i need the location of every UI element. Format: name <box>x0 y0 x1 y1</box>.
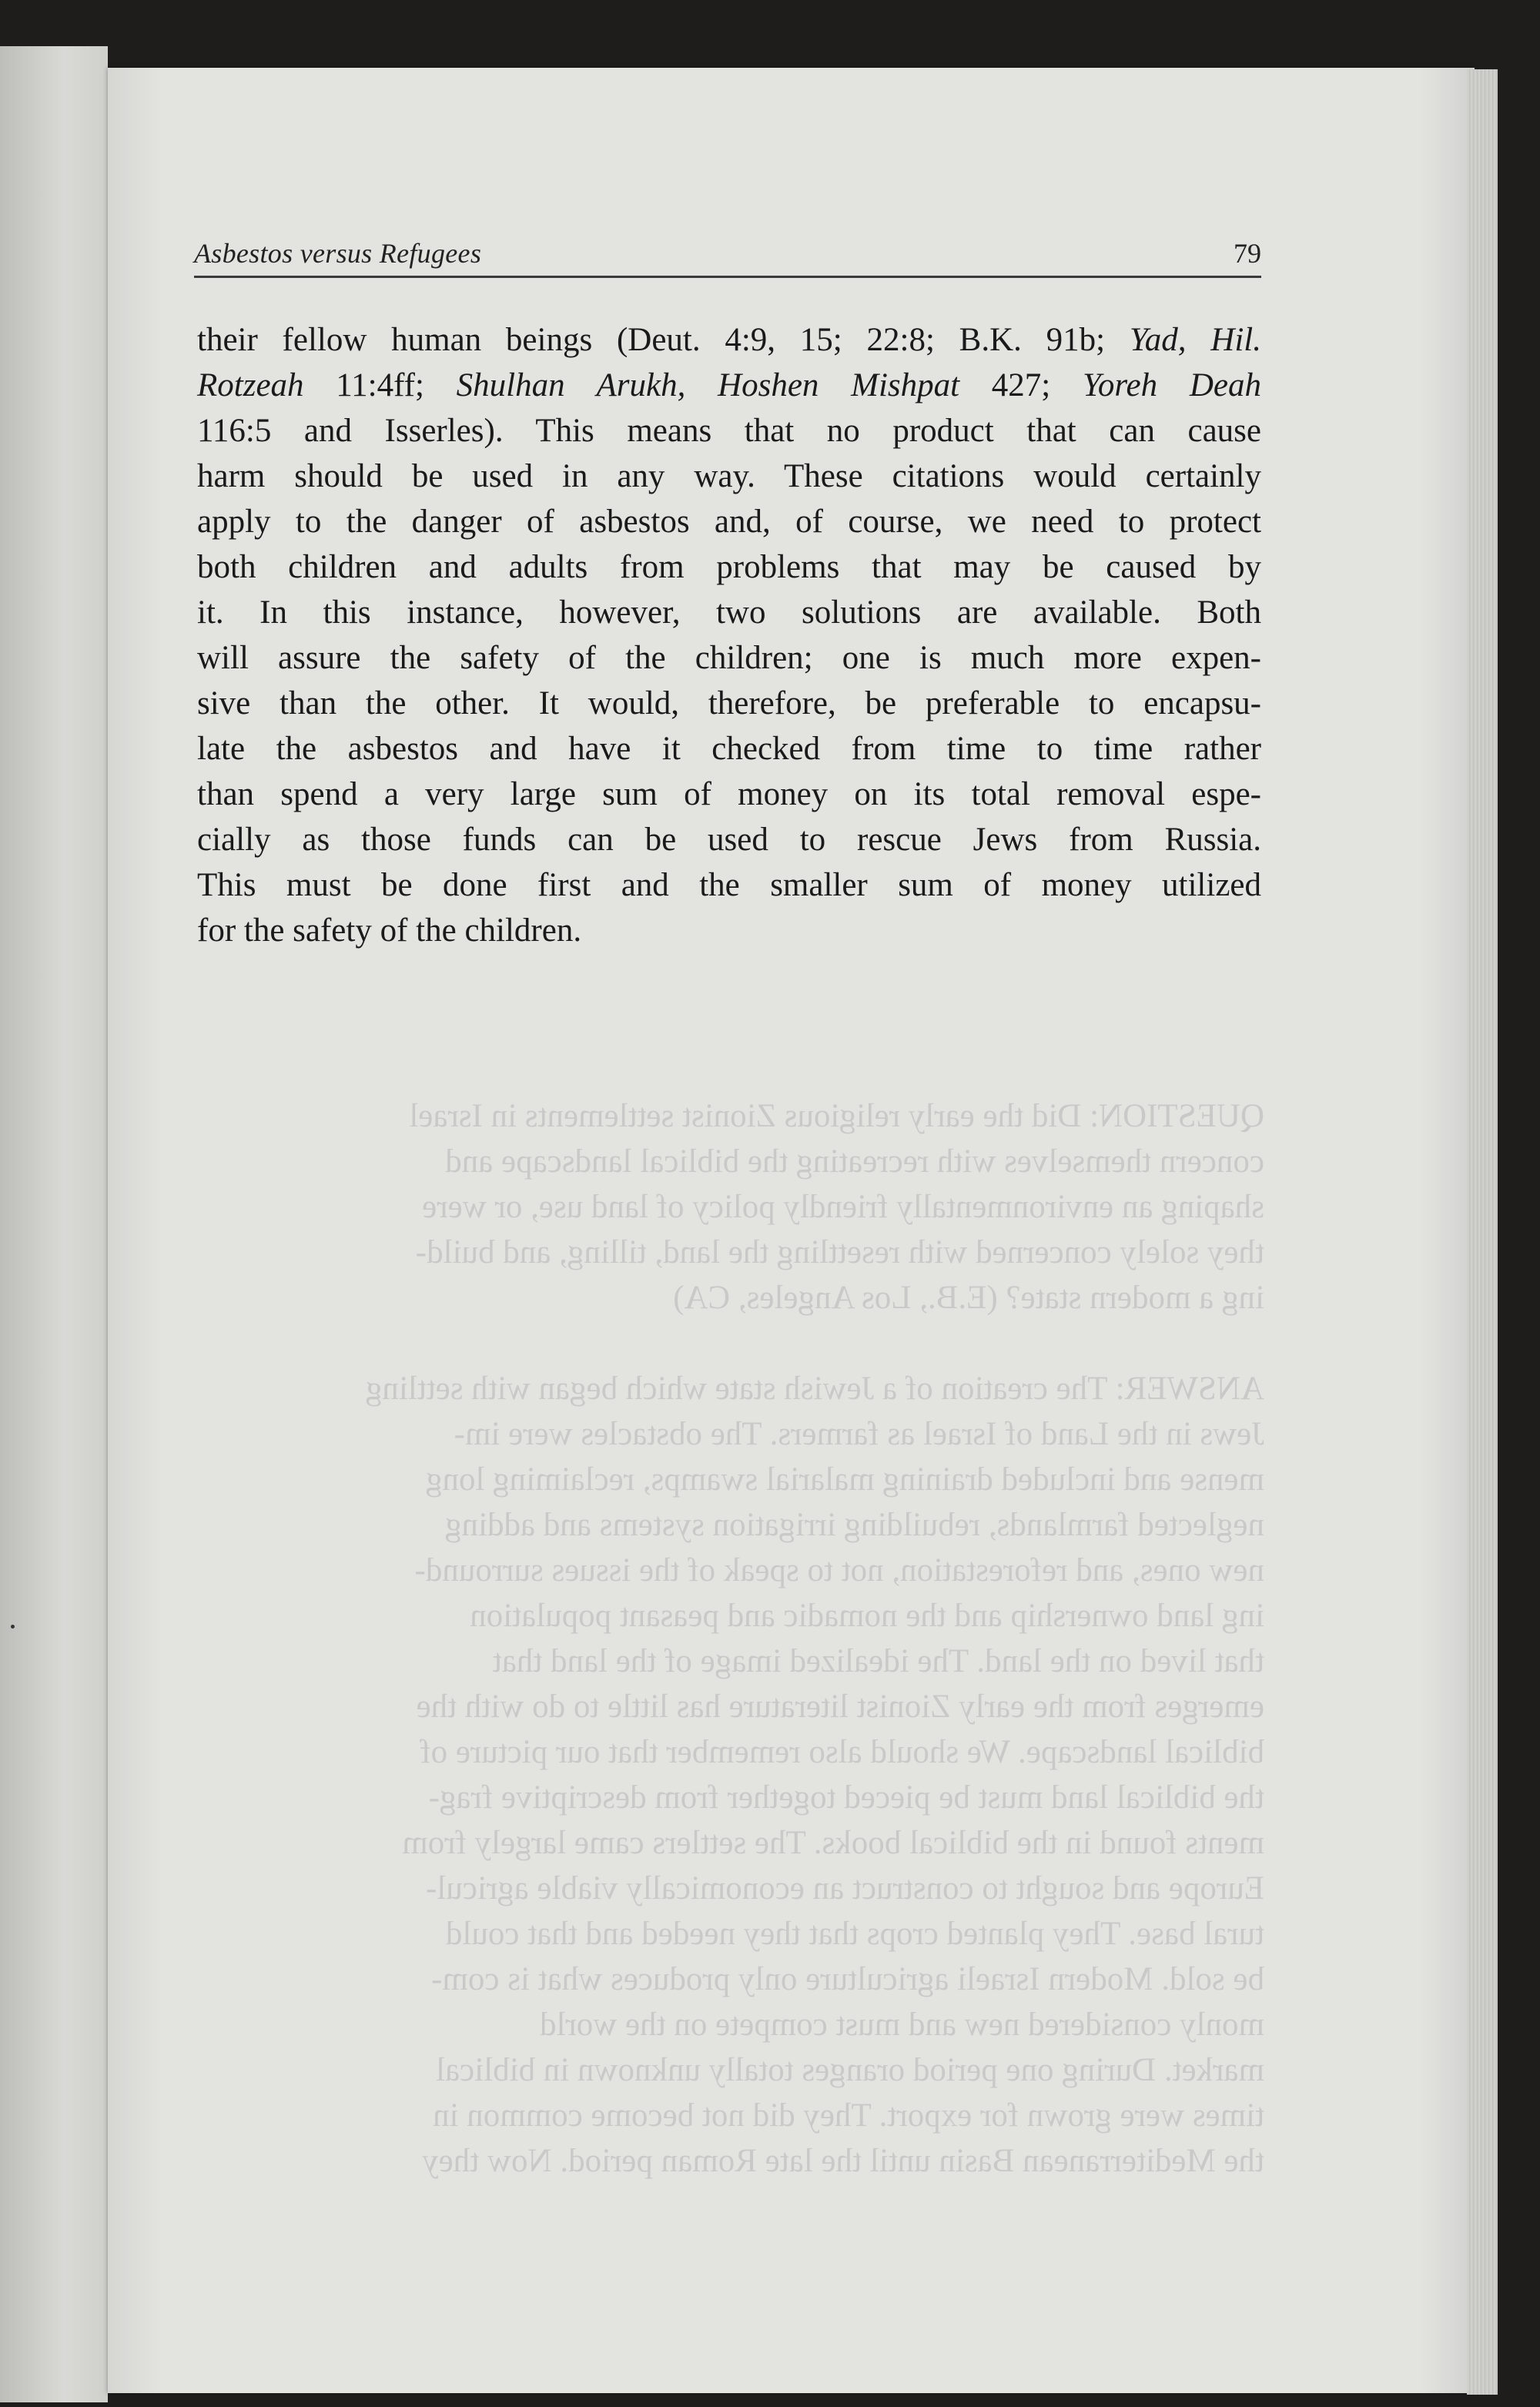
text-line: their fellow human beings (Deut. 4:9, 15; 22:8; B.K. 91b; Yad, Hil. <box>197 322 1261 358</box>
text-line: late the asbestos and have it checked from time to time rather <box>197 731 1261 767</box>
facing-page-edge <box>0 46 108 2402</box>
page-number: 79 <box>1234 238 1261 269</box>
text-line: cially as those funds can be used to rescue Jews from Russia. <box>197 822 1261 858</box>
text-line: both children and adults from problems that may be caused by <box>197 549 1261 585</box>
text-line: Rotzeah 11:4ff; Shulhan Arukh, Hoshen Mishpat 427; Yoreh Deah <box>197 367 1261 403</box>
text-line: This must be done first and the smaller sum of money utilized <box>197 867 1261 903</box>
text-line: it. In this instance, however, two solutions are available. Both <box>197 594 1261 631</box>
dust-speck <box>11 1625 15 1629</box>
text-line: harm should be used in any way. These citations would certainly <box>197 458 1261 494</box>
running-header <box>194 228 1261 278</box>
text-line: 116:5 and Isserles). This means that no product that can cause <box>197 413 1261 449</box>
text-line: sive than the other. It would, therefore, be preferable to encapsu- <box>197 685 1261 721</box>
text-line: apply to the danger of asbestos and, of course, we need to protect <box>197 504 1261 540</box>
text-line: for the safety of the children. <box>197 912 582 949</box>
running-head-title: Asbestos versus Refugees <box>194 238 482 269</box>
text-line: will assure the safety of the children; one is much more expen- <box>197 640 1261 676</box>
page-stack-edge <box>1467 69 1498 2395</box>
body-paragraph <box>197 317 1261 953</box>
show-through-text: QUESTION: Did the early religious Zionist settlements in Israel concern themselves with recreating the biblical landscape and shaping an environmentally friendly policy of land use, or were they solely concerned with resettling the land, tilling, and build- ing a modern state? (E.B., Los Angeles, CA) ANSWER: The creation of a Jewish state which began with settling Jews in the Land of Israel as farmers. The obstacles were im- mense and included draining malarial swamps, reclaiming long neglected farmlands, rebuilding irrigation systems and adding new ones, and reforestation, not to speak of the issues surround- ing land ownership and the nomadic and peasant population that lived on the land. The idealized image of the land that emerges from the early Zionist literature has little to do with the biblical landscape. We should also remember that our picture of the biblical land must be pieced together from descriptive frag- ments found in the biblical books. The settlers came largely from Europe and sought to construct an economically viable agricul- tural base. They planted crops that they needed and that could be sold. Modern Israeli agriculture only produces what is com- monly considered new and must compete on the world market. During one period oranges totally unknown in biblical times were grown for export. They did not become common in the Mediterranean Basin until the late Roman period. Now they <box>365 1098 1264 2179</box>
text-line: than spend a very large sum of money on its total removal espe- <box>197 776 1261 812</box>
